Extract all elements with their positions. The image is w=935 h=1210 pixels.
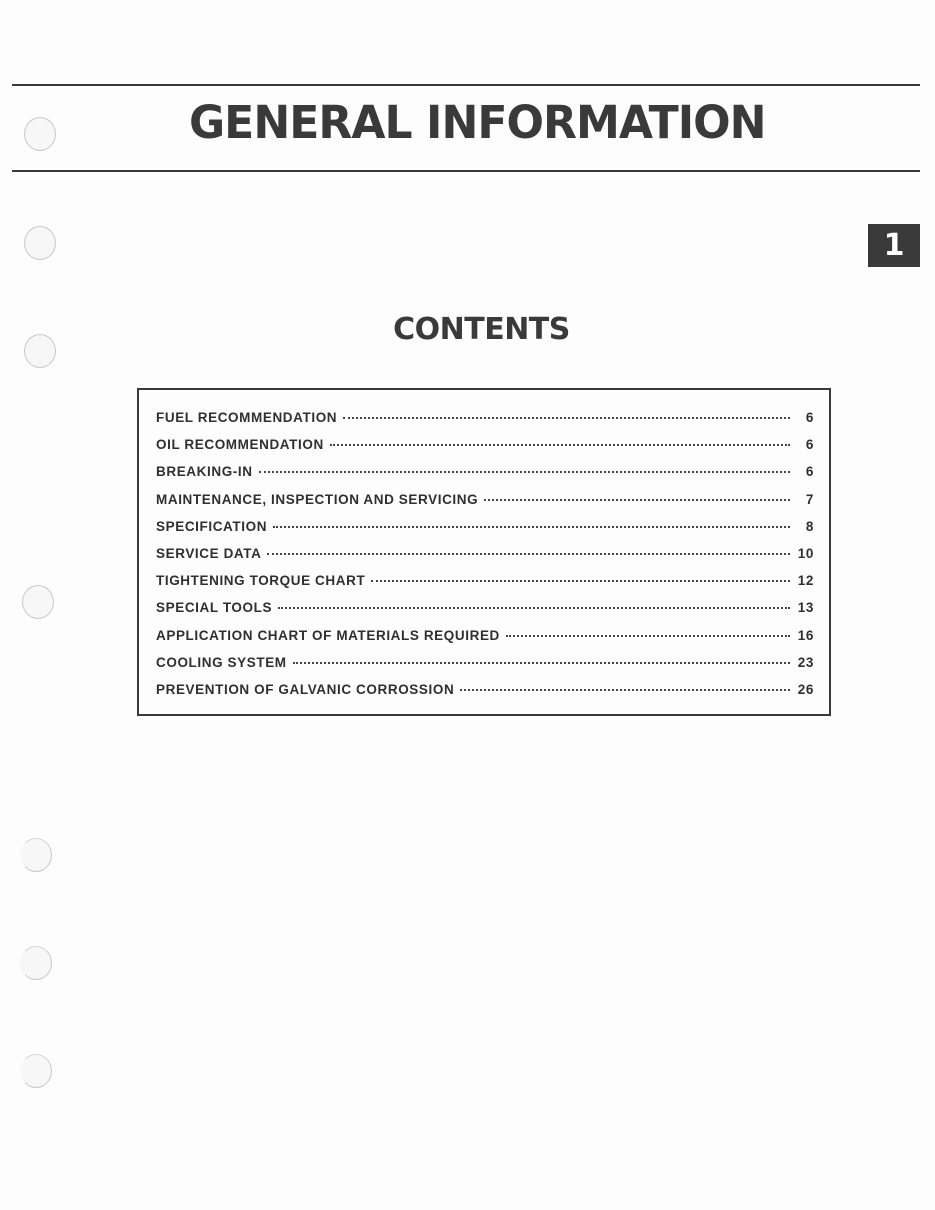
toc-entry-page: 6 [805,437,814,453]
dot-leader [484,499,790,501]
header-top-rule [12,84,920,86]
toc-entry-label: SPECIAL TOOLS [156,600,273,616]
toc-entry-label: TIGHTENING TORQUE CHART [156,573,366,589]
toc-entry-service-data[interactable] [156,546,814,573]
dot-leader [259,471,790,473]
toc-entry-specification[interactable] [156,519,814,546]
binder-hole [20,1054,52,1088]
toc-entry-application-chart[interactable] [156,628,814,655]
chapter-number: 1 [883,228,905,263]
toc-entry-label: APPLICATION CHART OF MATERIALS REQUIRED [156,627,500,643]
toc-entry-galvanic-corrosion[interactable] [156,682,814,709]
toc-entry-page: 8 [805,518,814,534]
dot-leader [293,662,790,664]
dot-leader [343,417,790,419]
dot-leader [278,607,790,609]
contents-heading: CONTENTS [393,312,570,347]
dot-leader [371,580,790,582]
toc-entry-page: 10 [797,545,814,561]
toc-entry-label: BREAKING-IN [156,464,253,480]
binder-hole [22,585,54,619]
toc-entry-oil-recommendation[interactable] [156,437,814,464]
toc-list [156,410,814,709]
toc-entry-special-tools[interactable] [156,600,814,627]
dot-leader [273,526,790,528]
toc-entry-page: 13 [797,600,814,616]
toc-entry-page: 7 [805,491,814,507]
toc-entry-page: 6 [805,464,814,480]
toc-entry-cooling-system[interactable] [156,655,814,682]
binder-hole [20,838,52,872]
toc-entry-tightening-torque-chart[interactable] [156,573,814,600]
toc-entry-label: PREVENTION OF GALVANIC CORROSSION [156,681,455,697]
toc-entry-page: 6 [805,410,814,425]
binder-hole [24,226,56,260]
toc-entry-fuel-recommendation[interactable] [156,410,814,437]
binder-hole [20,946,52,980]
dot-leader [460,689,790,691]
toc-entry-page: 16 [797,627,814,643]
toc-entry-label: OIL RECOMMENDATION [156,437,324,453]
dot-leader [267,553,790,555]
toc-entry-label: COOLING SYSTEM [156,654,287,670]
toc-entry-label: MAINTENANCE, INSPECTION AND SERVICING [156,491,479,507]
dot-leader [506,635,790,637]
header-bottom-rule [12,170,920,172]
chapter-tab [868,224,920,267]
toc-entry-breaking-in[interactable] [156,464,814,491]
toc-entry-page: 26 [797,681,814,697]
toc-entry-label: SERVICE DATA [156,545,262,561]
page-title: GENERAL INFORMATION [188,96,766,149]
toc-entry-maintenance[interactable] [156,492,814,519]
toc-entry-page: 12 [797,573,814,589]
table-of-contents [137,388,831,716]
toc-entry-label: SPECIFICATION [156,518,268,534]
toc-entry-label: FUEL RECOMMENDATION [156,410,338,425]
toc-entry-page: 23 [797,654,814,670]
dot-leader [330,444,790,446]
